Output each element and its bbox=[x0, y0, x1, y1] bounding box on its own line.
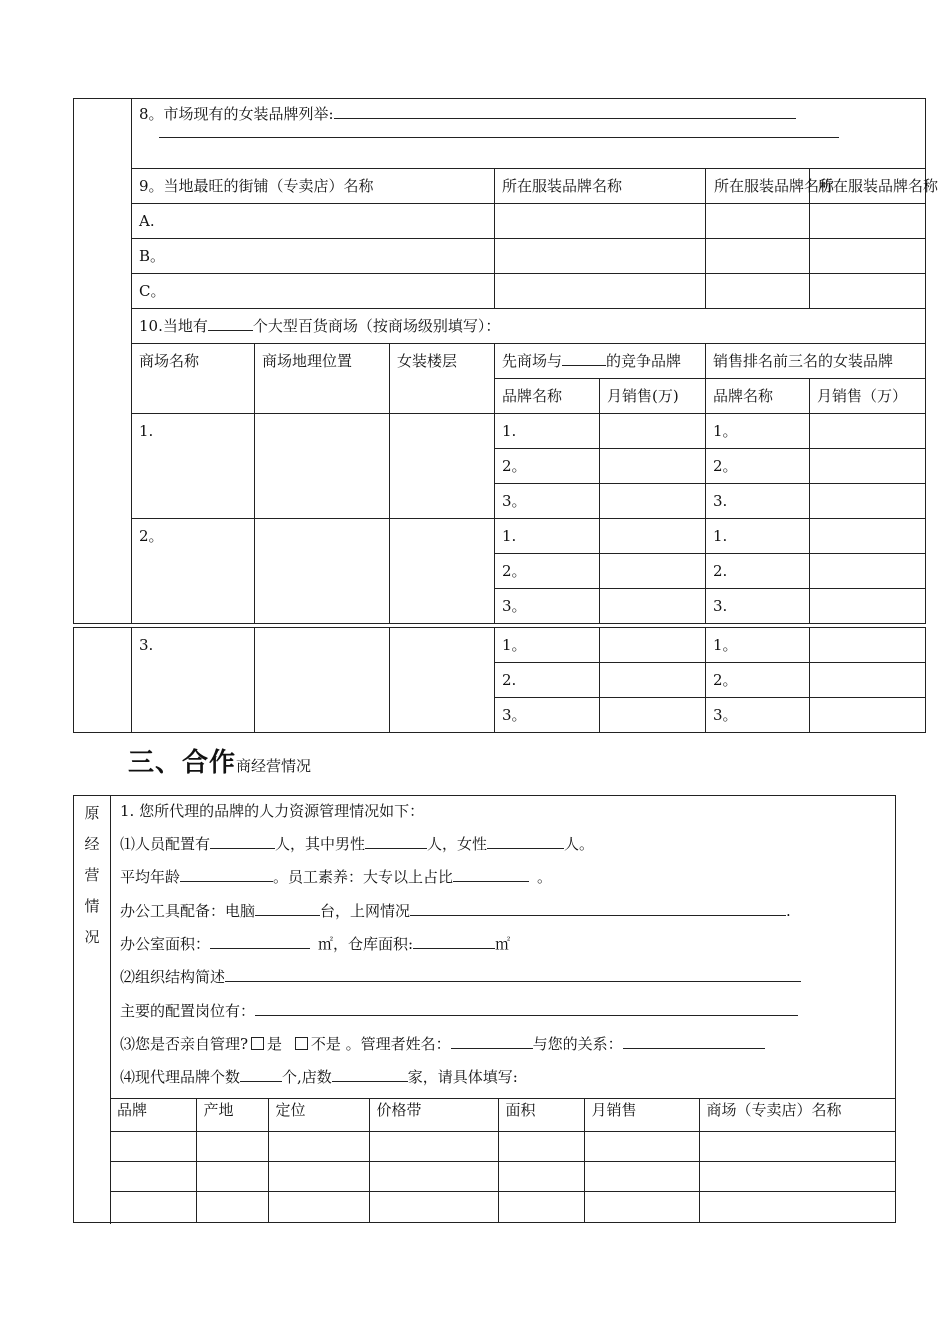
q9-col-brand-1: 所在服装品牌名称 bbox=[495, 169, 706, 204]
h-monthly: 月销售（万） bbox=[810, 379, 926, 414]
q9-cell[interactable] bbox=[706, 204, 810, 239]
t: 人，女性 bbox=[427, 835, 488, 853]
mall-cell[interactable] bbox=[255, 628, 390, 733]
coop-line-1-text: 1. 您所代理的品牌的人力资源管理情况如下： bbox=[120, 802, 425, 820]
q9-cell[interactable] bbox=[706, 239, 810, 274]
coop-line-3 bbox=[120, 867, 552, 887]
coop-line-1 bbox=[120, 801, 424, 821]
q9-cell[interactable] bbox=[495, 239, 706, 274]
manager-name-blank[interactable] bbox=[451, 1034, 533, 1049]
h-compete bbox=[495, 344, 706, 379]
t: 办公室面积： bbox=[120, 935, 211, 953]
t: 人，其中男性 bbox=[275, 835, 366, 853]
h-compete-pre: 先商场与 bbox=[502, 352, 563, 370]
value-cell[interactable] bbox=[600, 628, 706, 663]
mall-cell[interactable] bbox=[390, 519, 495, 624]
staff-male-blank[interactable] bbox=[365, 834, 427, 849]
brand-cell[interactable] bbox=[699, 1192, 896, 1223]
th-brand: 品牌 bbox=[110, 1099, 196, 1132]
coop-box bbox=[73, 795, 896, 1223]
mall-3-label: 3. bbox=[132, 628, 255, 733]
brand-cell[interactable] bbox=[584, 1162, 699, 1192]
th-monthly-sales: 月销售 bbox=[584, 1099, 699, 1132]
brand-cell[interactable] bbox=[196, 1192, 268, 1223]
computers-blank[interactable] bbox=[255, 901, 320, 916]
mall-2-label: 2。 bbox=[132, 519, 255, 624]
value-cell[interactable] bbox=[600, 698, 706, 733]
brand-cell[interactable] bbox=[110, 1162, 196, 1192]
brand-cell[interactable] bbox=[699, 1162, 896, 1192]
college-ratio-blank[interactable] bbox=[453, 867, 529, 882]
value-cell[interactable] bbox=[810, 519, 926, 554]
value-cell[interactable] bbox=[600, 589, 706, 624]
q8-label: 8。市场现有的女装品牌列举: bbox=[139, 105, 334, 123]
coop-line-7 bbox=[120, 1001, 798, 1021]
top-item: 1。 bbox=[706, 628, 810, 663]
q9-cell[interactable] bbox=[706, 274, 810, 309]
brand-cell[interactable] bbox=[498, 1132, 584, 1162]
brand-cell[interactable] bbox=[110, 1132, 196, 1162]
store-count-blank[interactable] bbox=[332, 1067, 408, 1082]
mall-1-label: 1. bbox=[132, 414, 255, 519]
side-char: 营 bbox=[84, 866, 100, 884]
top-item: 2。 bbox=[706, 663, 810, 698]
office-area-blank[interactable] bbox=[210, 934, 310, 949]
value-cell[interactable] bbox=[810, 698, 926, 733]
h-location: 商场地理位置 bbox=[255, 344, 390, 414]
value-cell[interactable] bbox=[810, 484, 926, 519]
brand-count-blank[interactable] bbox=[240, 1067, 282, 1082]
q9-cell[interactable] bbox=[495, 204, 706, 239]
t: 不是 bbox=[310, 1035, 341, 1053]
top-item: 3. bbox=[706, 589, 810, 624]
th-origin: 产地 bbox=[196, 1099, 268, 1132]
t: 家，请具体填写: bbox=[407, 1068, 518, 1086]
t: ⑷现代理品牌个数 bbox=[120, 1068, 241, 1086]
value-cell[interactable] bbox=[810, 663, 926, 698]
q10-label-post: 个大型百货商场（按商场级别填写）： bbox=[252, 317, 501, 335]
t: . bbox=[786, 902, 791, 920]
compete-item: 2. bbox=[495, 663, 600, 698]
coop-line-8 bbox=[120, 1034, 765, 1054]
t: ㎡，仓库面积: bbox=[318, 935, 414, 953]
market-table bbox=[73, 98, 939, 624]
brand-cell[interactable] bbox=[699, 1132, 896, 1162]
relation-blank[interactable] bbox=[623, 1034, 765, 1049]
compete-item: 1. bbox=[495, 414, 600, 449]
t: 。员工素养：大专以上占比 bbox=[273, 868, 454, 886]
t: 平均年龄 bbox=[120, 868, 181, 886]
value-cell[interactable] bbox=[600, 414, 706, 449]
section-3-subtitle: 商经营情况 bbox=[236, 757, 312, 775]
top-item: 2。 bbox=[706, 449, 810, 484]
t: 人。 bbox=[564, 835, 595, 853]
value-cell[interactable] bbox=[810, 589, 926, 624]
side-column bbox=[74, 628, 132, 733]
t: 。管理者姓名： bbox=[345, 1035, 451, 1053]
th-area: 面积 bbox=[498, 1099, 584, 1132]
h-compete-blank[interactable] bbox=[562, 351, 606, 366]
t: ㎡ bbox=[495, 935, 511, 953]
h-brand-name: 品牌名称 bbox=[495, 379, 600, 414]
t: 是 bbox=[267, 1035, 283, 1053]
coop-line-6 bbox=[120, 967, 801, 987]
top-item: 1. bbox=[706, 519, 810, 554]
value-cell[interactable] bbox=[600, 554, 706, 589]
compete-item: 3。 bbox=[495, 484, 600, 519]
h-compete-post: 的竞争品牌 bbox=[606, 352, 682, 370]
q9-col-brand-2: 所在服装品牌名称 bbox=[706, 169, 810, 204]
compete-item: 3。 bbox=[495, 698, 600, 733]
side-char: 经 bbox=[84, 835, 100, 853]
q8-answer-line-2[interactable] bbox=[159, 137, 839, 138]
value-cell[interactable] bbox=[810, 628, 926, 663]
avg-age-blank[interactable] bbox=[180, 867, 273, 882]
mall-cell[interactable] bbox=[255, 414, 390, 519]
org-structure-blank[interactable] bbox=[225, 967, 801, 982]
section-3-title: 三、合作 bbox=[128, 748, 237, 778]
mall-cell[interactable] bbox=[390, 414, 495, 519]
t: 台，上网情况 bbox=[320, 902, 411, 920]
compete-item: 3。 bbox=[495, 589, 600, 624]
coop-line-9 bbox=[120, 1067, 518, 1087]
q9-cell[interactable] bbox=[810, 204, 926, 239]
brand-cell[interactable] bbox=[369, 1162, 498, 1192]
brand-cell[interactable] bbox=[268, 1132, 369, 1162]
q9-label: 9。当地最旺的街铺（专卖店）名称 bbox=[132, 169, 495, 204]
mall-cell[interactable] bbox=[390, 628, 495, 733]
brand-cell[interactable] bbox=[584, 1132, 699, 1162]
q9-row-a: A. bbox=[132, 204, 495, 239]
h-mall: 商场名称 bbox=[132, 344, 255, 414]
t: 与您的关系： bbox=[532, 1035, 623, 1053]
brand-cell[interactable] bbox=[268, 1162, 369, 1192]
side-char: 况 bbox=[84, 928, 100, 946]
value-cell[interactable] bbox=[810, 554, 926, 589]
th-positioning: 定位 bbox=[268, 1099, 369, 1132]
staff-total-blank[interactable] bbox=[210, 834, 275, 849]
q8-answer-line[interactable] bbox=[334, 104, 796, 119]
q10-count-blank[interactable] bbox=[208, 316, 253, 331]
q8-cell bbox=[132, 99, 926, 169]
positions-blank[interactable] bbox=[255, 1001, 798, 1016]
q9-row-b: B。 bbox=[132, 239, 495, 274]
t: 主要的配置岗位有： bbox=[120, 1002, 256, 1020]
brand-cell[interactable] bbox=[369, 1132, 498, 1162]
top-item: 3. bbox=[706, 484, 810, 519]
q9-cell[interactable] bbox=[495, 274, 706, 309]
top-item: 1。 bbox=[706, 414, 810, 449]
coop-line-2 bbox=[120, 834, 594, 854]
q9-col-brand-3: 所在服装品牌名称 bbox=[810, 169, 926, 204]
value-cell[interactable] bbox=[600, 663, 706, 698]
coop-line-5 bbox=[120, 934, 510, 954]
brand-table bbox=[110, 1098, 896, 1223]
th-price-band: 价格带 bbox=[369, 1099, 498, 1132]
no-checkbox[interactable] bbox=[295, 1037, 308, 1050]
h-brand-name: 品牌名称 bbox=[706, 379, 810, 414]
q10-label bbox=[132, 309, 926, 344]
th-store-name: 商场（专卖店）名称 bbox=[699, 1099, 896, 1132]
compete-item: 2。 bbox=[495, 554, 600, 589]
warehouse-area-blank[interactable] bbox=[413, 934, 495, 949]
q9-row-c: C。 bbox=[132, 274, 495, 309]
top-item: 3。 bbox=[706, 698, 810, 733]
compete-item: 1. bbox=[495, 519, 600, 554]
brand-cell[interactable] bbox=[584, 1192, 699, 1223]
value-cell[interactable] bbox=[810, 414, 926, 449]
t: ⑶您是否亲自管理? bbox=[120, 1035, 249, 1053]
h-floor: 女装楼层 bbox=[390, 344, 495, 414]
q10-label-pre: 10.当地有 bbox=[139, 317, 208, 335]
h-monthly: 月销售(万) bbox=[600, 379, 706, 414]
brand-cell[interactable] bbox=[196, 1132, 268, 1162]
t: ⑴人员配置有 bbox=[120, 835, 211, 853]
market-table-cont bbox=[73, 627, 926, 733]
t: 。 bbox=[537, 868, 553, 886]
side-char: 情 bbox=[84, 897, 100, 915]
brand-cell[interactable] bbox=[498, 1192, 584, 1223]
section-3-heading bbox=[128, 742, 311, 779]
t: 个,店数 bbox=[282, 1068, 332, 1086]
q9-cell[interactable] bbox=[810, 239, 926, 274]
compete-item: 1。 bbox=[495, 628, 600, 663]
brand-cell[interactable] bbox=[369, 1192, 498, 1223]
brand-cell[interactable] bbox=[268, 1192, 369, 1223]
coop-line-4 bbox=[120, 901, 791, 921]
mall-cell[interactable] bbox=[255, 519, 390, 624]
staff-female-blank[interactable] bbox=[487, 834, 564, 849]
side-char: 原 bbox=[84, 804, 100, 822]
brand-cell[interactable] bbox=[110, 1192, 196, 1223]
side-label bbox=[74, 796, 111, 1224]
brand-cell[interactable] bbox=[498, 1162, 584, 1192]
q9-cell[interactable] bbox=[810, 274, 926, 309]
t: 办公工具配备：电脑 bbox=[120, 902, 256, 920]
h-top3: 销售排名前三名的女装品牌 bbox=[706, 344, 926, 379]
value-cell[interactable] bbox=[600, 519, 706, 554]
compete-item: 2。 bbox=[495, 449, 600, 484]
t: ⑵组织结构简述 bbox=[120, 968, 226, 986]
value-cell[interactable] bbox=[810, 449, 926, 484]
side-column bbox=[74, 99, 132, 624]
value-cell[interactable] bbox=[600, 449, 706, 484]
yes-checkbox[interactable] bbox=[251, 1037, 264, 1050]
internet-blank[interactable] bbox=[410, 901, 786, 916]
brand-cell[interactable] bbox=[196, 1162, 268, 1192]
value-cell[interactable] bbox=[600, 484, 706, 519]
top-item: 2. bbox=[706, 554, 810, 589]
